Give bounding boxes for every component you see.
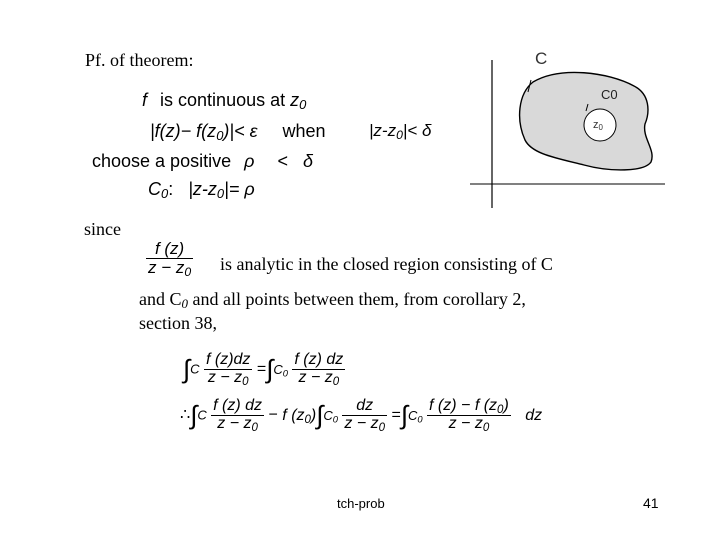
choose-text: choose a positive <box>92 151 232 171</box>
z0-symbol: $z_0$ <box>290 90 307 113</box>
page-number: 41 <box>643 495 659 511</box>
c0-definition: $C_0$: $|z-z_0|= \rho$ <box>148 179 255 202</box>
circle-equation: $|z-z_0|= \rho$ <box>188 179 255 202</box>
equation-2: ∴∫C $\frac{f (z) dz}{z - z_0}$ − f $(z_0)\int C_0$ $\frac{dz}{z - z_0}$ $=\int C_0$ $\frac{f (z) - f (z_0)}{z - z_0}$ dz <box>180 397 543 434</box>
f-symbol: f <box>142 90 148 110</box>
delta-condition: $|z-z_0|< \delta$ <box>369 121 432 143</box>
f-difference: $|f(z)- f(z_0)|< \varepsilon$ <box>150 121 258 144</box>
inner-contour-label: C0 <box>601 87 618 102</box>
rho-symbol: ρ <box>244 151 255 171</box>
fraction-denominator: $z - z_0$ <box>148 257 192 279</box>
when-text: when <box>282 121 326 141</box>
less-than: < <box>277 151 288 171</box>
contour-label: C <box>535 49 548 68</box>
continuity-text: is continuous at <box>160 90 286 110</box>
and-statement: and $C_0$ and all points between them, from corollary 2, <box>139 289 526 312</box>
analytic-statement: is analytic in the closed region consisting of C <box>220 254 553 274</box>
delta-symbol: δ <box>302 151 313 171</box>
slide-heading: Pf. of theorem: <box>85 50 194 70</box>
since-label: since <box>84 219 121 239</box>
section-reference: section 38, <box>139 313 217 333</box>
analytic-fraction <box>146 240 193 277</box>
fraction-numerator: f (z) <box>146 240 193 259</box>
equation-1: ∫C $\frac{f (z)dz}{z - z_0}$ $=\int C_0$ $\frac{f (z) dz}{z - z_0}$ <box>183 351 344 388</box>
footer-source: tch-prob <box>337 496 385 511</box>
z0-point-label: $z_0$ <box>593 119 603 132</box>
